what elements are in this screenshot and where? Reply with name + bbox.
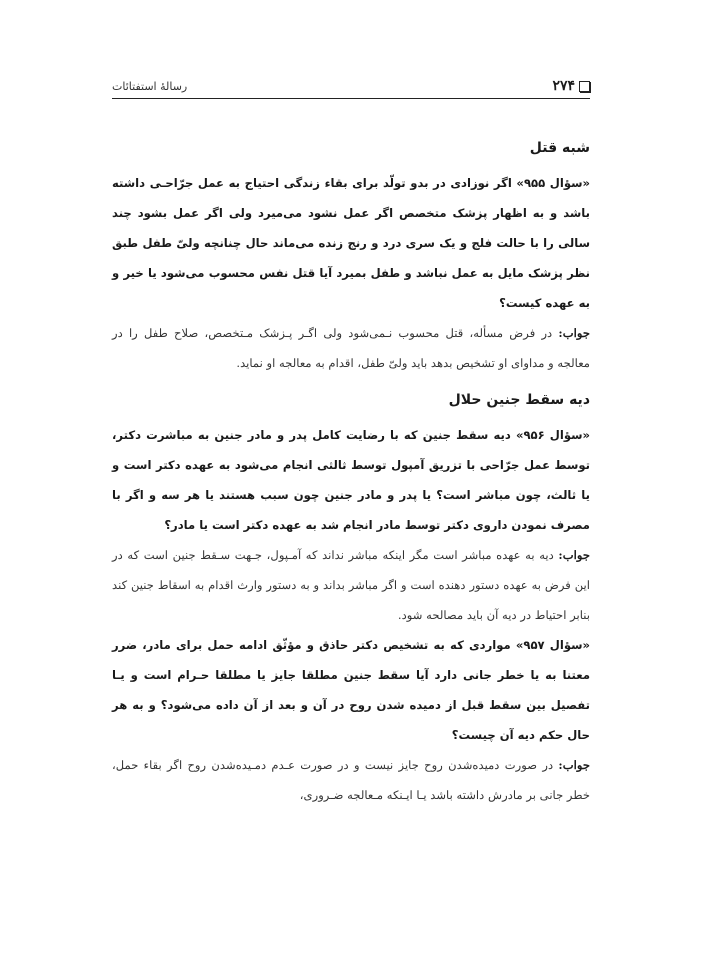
answer-955 <box>112 318 590 378</box>
question-955: «سؤال ۹۵۵» اگر نوزادی در بدو تولّد برای بقاء زندگی احتیاج به عمل جرّاحـی داشته باشد و به اظهار پزشک متخصص اگر عمل نشود می‌میرد ولی اگر عمل بشود چند سالی را با حالت فلج و یک سری درد و رنج زنده می‌ماند حال چنانچه ولیّ طفل طبق نظر پزشک مایل به عمل نباشد و طفل بمیرد آیا قتل نفس محسوب می‌شود یا خیر و به عهده کیست؟ <box>112 176 590 310</box>
answer-label: جواب: <box>558 326 590 340</box>
running-title: رسالهٔ استفتائات <box>112 80 188 93</box>
page-number-text: ۲۷۴ <box>552 78 575 94</box>
answer-957 <box>112 750 590 810</box>
answer-956 <box>112 540 590 630</box>
answer-label: جواب: <box>558 758 590 772</box>
answer-text: دیه به عهده مباشر است مگر اینکه مباشر نداند که آمـپول، جـهت سـقط جنین است که در این فرض به عهده دستور دهنده است و اگر مباشر بداند و به دستور وارث اقدام به اسقاط جنین کند بنابر احتیاط در دیه آن باید مصالحه شود. <box>112 548 590 622</box>
page-content <box>112 140 590 810</box>
square-bullet-icon <box>579 81 590 92</box>
section-title: دیه سقط جنین حلال <box>448 392 590 408</box>
answer-label: جواب: <box>558 548 590 562</box>
page-number <box>552 78 590 94</box>
section-title: شبه قتل <box>529 140 590 156</box>
page-header <box>112 78 590 99</box>
question-956: «سؤال ۹۵۶» دیه سقط جنین که با رضایت کامل پدر و مادر جنین به مباشرت دکتر، توسط عمل جرّاحی با تزریق آمپول توسط ثالثی انجام می‌شود به عهده دکتر است و یا ثالث، چون مباشر است؟ یا پدر و مادر جنین چون سبب هستند یا هر سه و اگر با مصرف نمودن داروی دکتر توسط مادر انجام شد به عهده دکتر است یا مادر؟ <box>112 428 591 532</box>
answer-text: در صورت دمیده‌شدن روح جایز نیست و در صورت عـدم دمـیده‌شدن روح اگر بقاء حمل، خطر جانی بر مادرش داشته باشد یـا ایـنکه مـعالجه ضـروری، <box>112 758 590 802</box>
question-957: «سؤال ۹۵۷» مواردی که به تشخیص دکتر حاذق و مؤثّق ادامه حمل برای مادر، ضرر معتنا به یا خطر جانی دارد آیا سقط جنین مطلقا جایز یا مطلقا حـرام است و یـا تفصیل بین سقط قبل از دمیده شدن روح در آن و بعد از آن داده می‌شود؟ و به هر حال حکم دیه آن چیست؟ <box>112 638 590 742</box>
answer-text: در فرض مسأله، قتل محسوب نـمی‌شود ولی اگـر پـزشک مـتخصص، صلاح طفل را در معالجه و مداوای او تشخیص بدهد باید ولیّ طفل، اقدام به معالجه او نماید. <box>112 326 590 370</box>
